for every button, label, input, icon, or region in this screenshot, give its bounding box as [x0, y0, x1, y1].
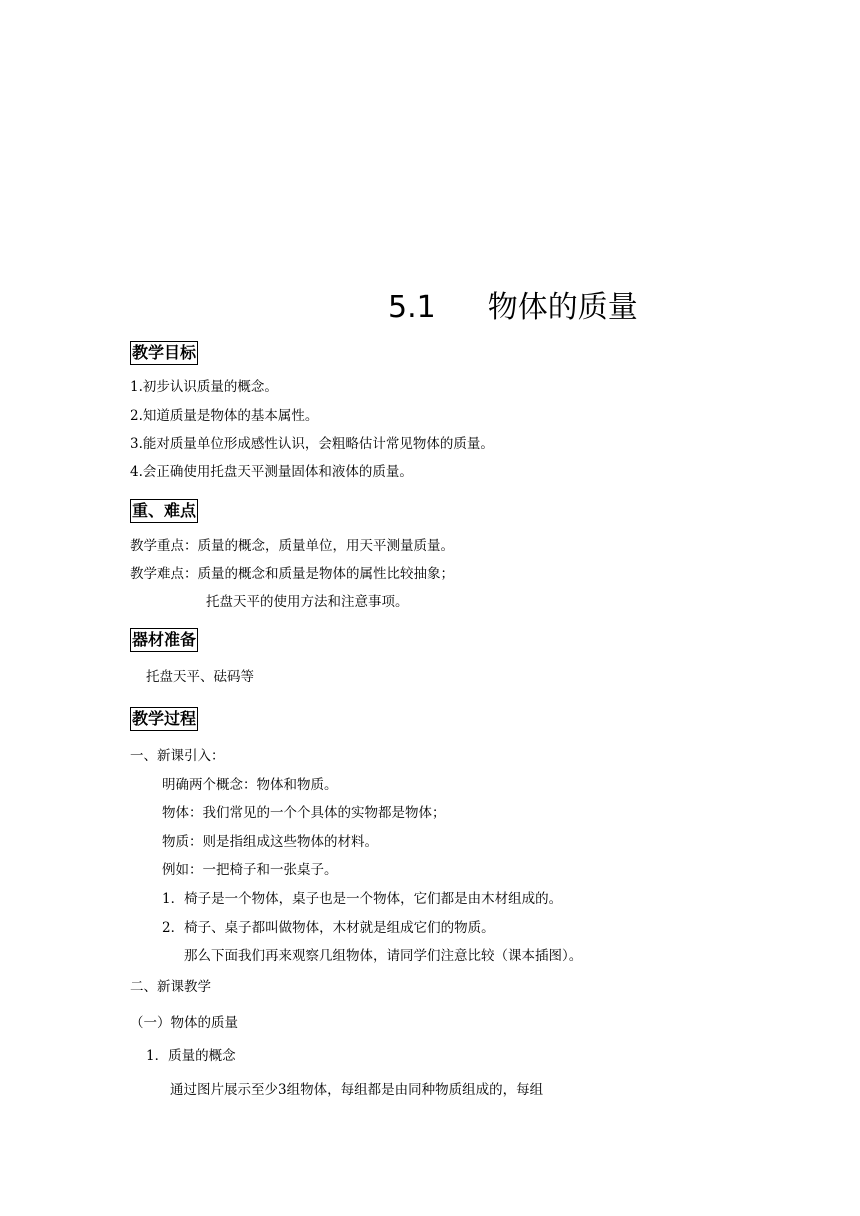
process-heading: 教学过程: [130, 707, 198, 731]
section-number: 5.1: [388, 290, 436, 325]
process-line: 物质：则是指组成这些物体的材料。: [162, 834, 378, 850]
key-points-heading: 重、难点: [130, 499, 198, 523]
objective-item: 2.知道质量是物体的基本属性。: [130, 408, 319, 424]
objective-item: 3.能对质量单位形成感性认识，会粗略估计常见物体的质量。: [130, 436, 494, 452]
equipment-heading: 器材准备: [130, 628, 198, 652]
process-line: 物体：我们常见的一个个具体的实物都是物体；: [162, 805, 446, 821]
objectives-heading: 教学目标: [130, 341, 198, 365]
section-title: 物体的质量: [487, 290, 638, 325]
key-difficulty-continued: 托盘天平的使用方法和注意事项。: [206, 594, 409, 610]
process-line: 1．椅子是一个物体，桌子也是一个物体，它们都是由木材组成的。: [162, 891, 563, 907]
process-line: 通过图片展示至少3组物体，每组都是由同种物质组成的，每组: [170, 1082, 544, 1098]
process-line: 1．质量的概念: [146, 1048, 236, 1064]
page-title: [388, 288, 638, 328]
process-line: 例如：一把椅子和一张桌子。: [162, 862, 338, 878]
objective-item: 1.初步认识质量的概念。: [130, 379, 278, 395]
process-line: 二、新课教学: [130, 979, 211, 995]
equipment-text: 托盘天平、砝码等: [146, 669, 254, 685]
objective-item: 4.会正确使用托盘天平测量固体和液体的质量。: [130, 464, 413, 480]
key-difficulty-text: 教学难点：质量的概念和质量是物体的属性比较抽象；: [130, 566, 454, 582]
key-focus-text: 教学重点：质量的概念，质量单位，用天平测量质量。: [130, 538, 454, 554]
process-line: 那么下面我们再来观察几组物体，请同学们注意比较（课本插图）。: [184, 948, 583, 964]
process-line: （一）物体的质量: [130, 1015, 238, 1031]
process-line: 2．椅子、桌子都叫做物体，木材就是组成它们的物质。: [162, 920, 495, 936]
process-line: 一、新课引入：: [130, 748, 225, 764]
process-line: 明确两个概念：物体和物质。: [162, 777, 338, 793]
